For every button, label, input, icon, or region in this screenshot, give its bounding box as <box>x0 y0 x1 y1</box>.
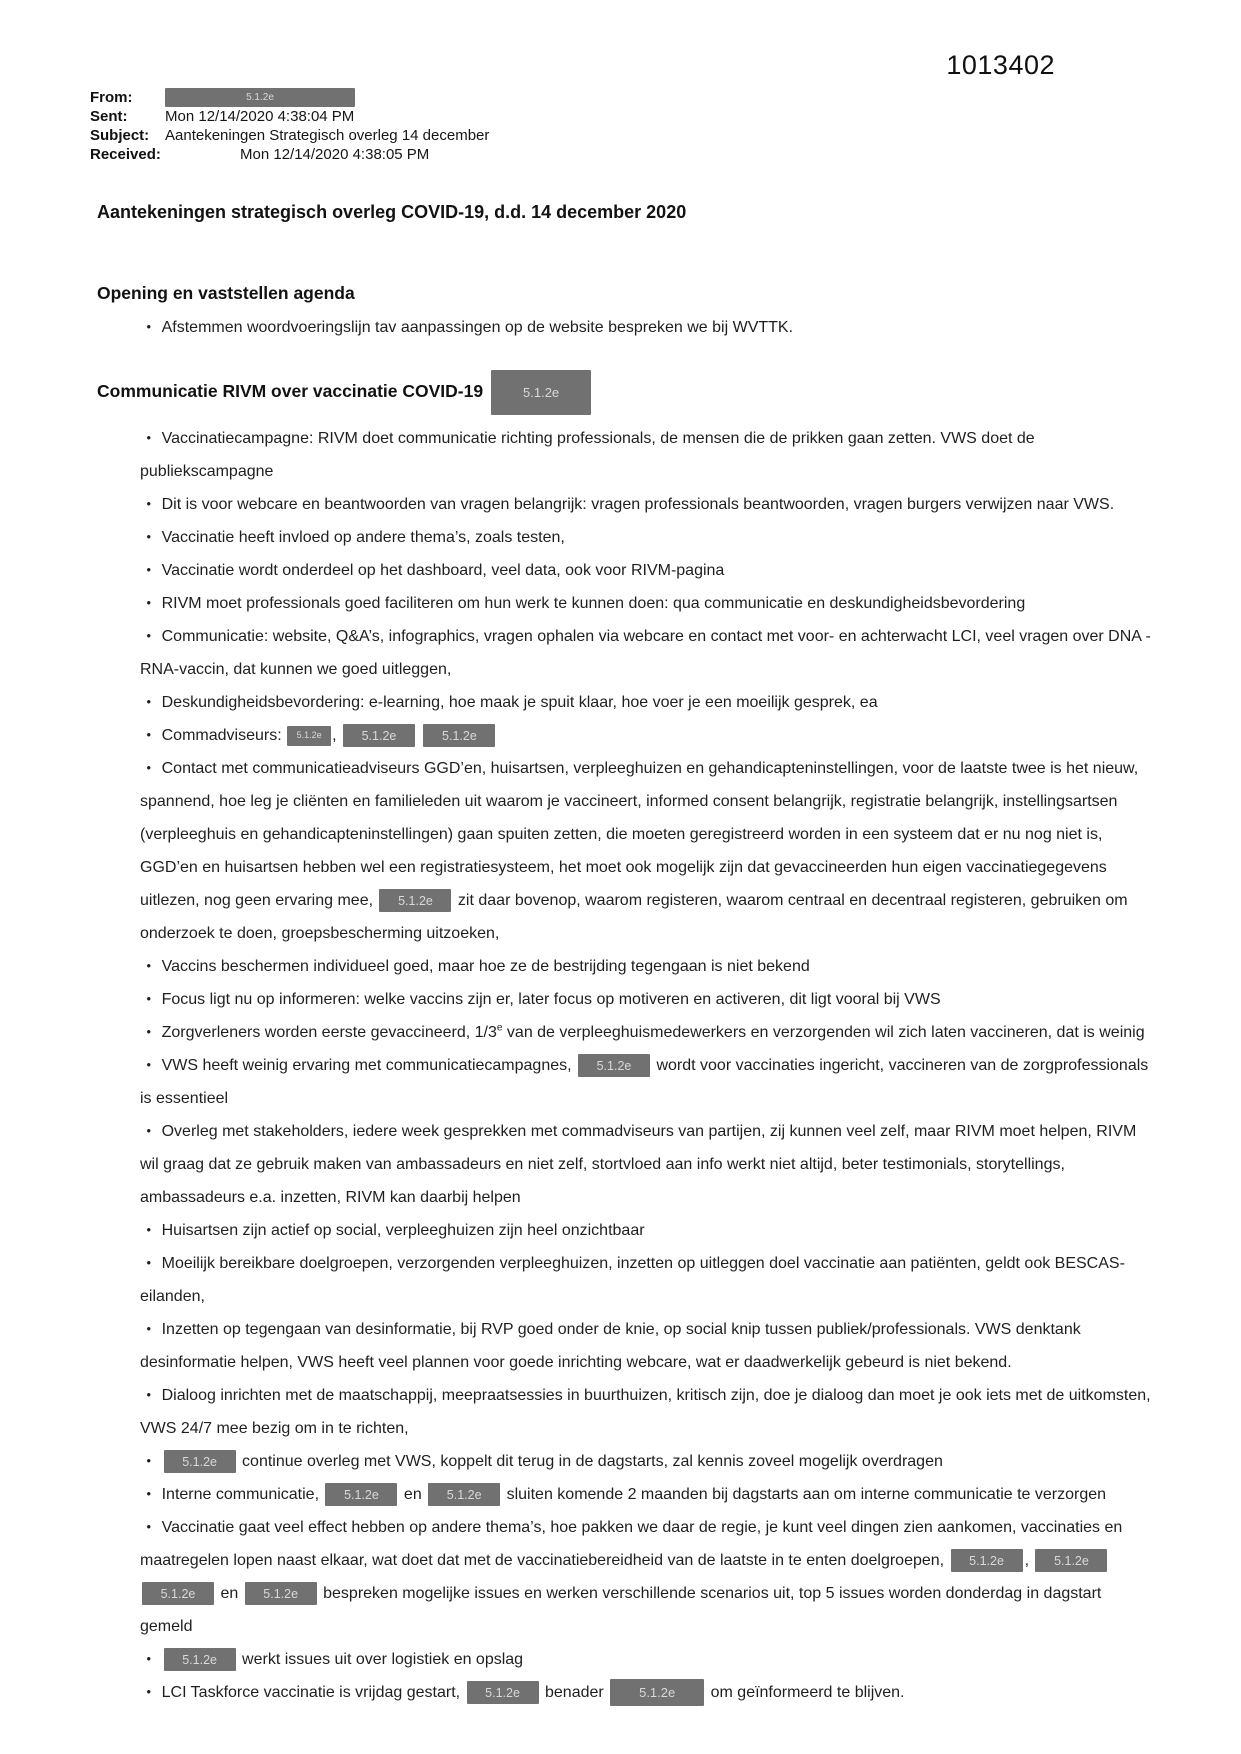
list-item: • Vaccins beschermen individueel goed, maar hoe ze de bestrijding tegengaan is niet bekend <box>140 950 1155 983</box>
list-item: • VWS heeft weinig ervaring met communicatiecampagnes, 5.1.2e wordt voor vaccinaties ingericht, vaccineren van de zorgprofessionals is essentieel <box>140 1049 1155 1115</box>
header-field <box>90 145 489 164</box>
bullet-icon: • <box>146 1487 152 1502</box>
bullet-icon: • <box>146 497 152 512</box>
bullet-icon: • <box>146 1520 152 1535</box>
list-item: • Vaccinatie gaat veel effect hebben op andere thema’s, hoe pakken we daar de regie, je kunt veel dingen zien aankomen, vaccinaties en maatregelen lopen naast elkaar, wat doet dat met de vaccinatiebereidheid van de laatste in te enten doelgroepen, 5.1.2e , 5.1.2e 5.1.2e en 5.1.2e bespreken mogelijke issues en werken verschillende scenarios uit, top 5 issues worden donderdag in dagstart gemeld <box>140 1511 1155 1643</box>
list-item: • Vaccinatiecampagne: RIVM doet communicatie richting professionals, de mensen die de prikken gaan zetten. VWS doet de publiekscampagne <box>140 422 1155 488</box>
list-item: • Dialoog inrichten met de maatschappij, meepraatsessies in buurthuizen, kritisch zijn, doe je dialoog dan moet je ook iets met de uitkomsten, VWS 24/7 mee bezig om in te richten, <box>140 1379 1155 1445</box>
bullet-icon: • <box>146 1223 152 1238</box>
document-title: Aantekeningen strategisch overleg COVID-19, d.d. 14 december 2020 <box>97 202 687 222</box>
bullet-icon: • <box>146 530 152 545</box>
document-number: 1013402 <box>946 50 1055 80</box>
bullet-icon: • <box>146 1025 152 1040</box>
list-item: • Interne communicatie, 5.1.2e en 5.1.2e sluiten komende 2 maanden bij dagstarts aan om interne communicatie te verzorgen <box>140 1478 1155 1511</box>
redaction-box: 5.1.2e <box>245 1582 317 1605</box>
header-field-label: Sent: <box>90 108 128 125</box>
redaction-box: 5.1.2e <box>165 88 355 107</box>
header-field <box>90 107 489 126</box>
redaction-box: 5.1.2e <box>1035 1549 1107 1572</box>
list-item: • Contact met communicatieadviseurs GGD’en, huisartsen, verpleeghuizen en gehandicapteninstellingen, voor de laatste twee is het nieuw, spannend, hoe leg je cliënten en familieleden uit waarom je vaccineert, informed consent belangrijk, registratie belangrijk, instellingsartsen (verpleeghuis en gehandicapteninstellingen) gaan spuiten zetten, die moeten geregistreerd worden in een systeem dat er nu nog niet is, GGD’en en huisartsen hebben wel een registratiesysteem, het moet ook mogelijk zijn dat gevaccineerden hun eigen vaccinatiegegevens uitlezen, nog geen ervaring mee, 5.1.2e zit daar bovenop, waarom registeren, waarom centraal en decentraal registeren, gebruiken om onderzoek te doen, groepsbescherming uitzoeken, <box>140 752 1155 950</box>
bullet-icon: • <box>146 761 152 776</box>
list-item: • 5.1.2e continue overleg met VWS, koppelt dit terug in de dagstarts, zal kennis zoveel mogelijk overdragen <box>140 1445 1155 1478</box>
bullet-icon: • <box>146 992 152 1007</box>
header-field-value: Aantekeningen Strategisch overleg 14 december <box>165 127 490 144</box>
list-item: • RIVM moet professionals goed faciliteren om hun werk te kunnen doen: qua communicatie en deskundigheidsbevordering <box>140 587 1155 620</box>
redaction-box: 5.1.2e <box>287 726 331 746</box>
redaction-box: 5.1.2e <box>610 1679 704 1706</box>
header-field-label: Subject: <box>90 127 150 144</box>
bullet-icon: • <box>146 728 152 743</box>
bullet-icon: • <box>146 1652 152 1667</box>
list-item: • Focus ligt nu op informeren: welke vaccins zijn er, later focus op motiveren en activeren, dit ligt vooral bij VWS <box>140 983 1155 1016</box>
redaction-box: 5.1.2e <box>379 889 451 912</box>
list-item: • 5.1.2e werkt issues uit over logistiek en opslag <box>140 1643 1155 1676</box>
bullet-icon: • <box>146 1256 152 1271</box>
header-field <box>90 88 489 107</box>
list-item: • Inzetten op tegengaan van desinformatie, bij RVP goed onder de knie, op social knip tussen publiek/professionals. VWS denktank desinformatie helpen, VWS heeft veel plannen voor goede inrichting webcare, wat er daadwerkelijk gebeurd is niet bekend. <box>140 1313 1155 1379</box>
bullet-list <box>90 311 1155 344</box>
bullet-icon: • <box>146 1322 152 1337</box>
redaction-box: 5.1.2e <box>423 724 495 747</box>
bullet-icon: • <box>146 695 152 710</box>
bullet-icon: • <box>146 1124 152 1139</box>
list-item: • Vaccinatie heeft invloed op andere thema’s, zoals testen, <box>140 521 1155 554</box>
bullet-icon: • <box>146 629 152 644</box>
list-item: • Communicatie: website, Q&A’s, infographics, vragen ophalen via webcare en contact met voor- en achterwacht LCI, veel vragen over DNA - RNA-vaccin, dat kunnen we goed uitleggen, <box>140 620 1155 686</box>
email-header <box>90 88 489 164</box>
redaction-box: 5.1.2e <box>467 1681 539 1704</box>
redaction-box: 5.1.2e <box>428 1483 500 1506</box>
superscript: e <box>496 1022 503 1034</box>
redaction-box: 5.1.2e <box>325 1483 397 1506</box>
header-field <box>90 126 489 145</box>
list-item: • Overleg met stakeholders, iedere week gesprekken met commadviseurs van partijen, zij kunnen veel zelf, maar RIVM moet helpen, RIVM wil graag dat ze gebruik maken van ambassadeurs en niet zelf, stortvloed aan info werkt niet altijd, beter testimonials, storytellings, ambassadeurs e.a. inzetten, RIVM kan daarbij helpen <box>140 1115 1155 1214</box>
list-item: • Afstemmen woordvoeringslijn tav aanpassingen op de website bespreken we bij WVTTK. <box>140 311 1155 344</box>
bullet-icon: • <box>146 563 152 578</box>
redaction-box: 5.1.2e <box>578 1054 650 1077</box>
list-item: • Commadviseurs: 5.1.2e , 5.1.2e 5.1.2e <box>140 719 1155 752</box>
section-heading: Communicatie RIVM over vaccinatie COVID-19 5.1.2e <box>90 370 1155 415</box>
header-field-value: Mon 12/14/2020 4:38:04 PM <box>165 108 355 125</box>
redaction-box: 5.1.2e <box>343 724 415 747</box>
redaction-box: 5.1.2e <box>491 370 591 415</box>
redaction-box: 5.1.2e <box>164 1450 236 1473</box>
bullet-icon: • <box>146 431 152 446</box>
header-field-value: Mon 12/14/2020 4:38:05 PM <box>240 146 430 163</box>
bullet-list <box>90 422 1155 1709</box>
bullet-icon: • <box>146 1388 152 1403</box>
list-item: • Dit is voor webcare en beantwoorden van vragen belangrijk: vragen professionals beantwoorden, vragen burgers verwijzen naar VWS. <box>140 488 1155 521</box>
redaction-box: 5.1.2e <box>142 1582 214 1605</box>
redaction-box: 5.1.2e <box>164 1648 236 1671</box>
bullet-icon: • <box>146 1685 152 1700</box>
bullet-icon: • <box>146 596 152 611</box>
header-field-label: From: <box>90 89 133 106</box>
list-item: • Deskundigheidsbevordering: e-learning, hoe maak je spuit klaar, hoe voer je een moeilijk gesprek, ea <box>140 686 1155 719</box>
bullet-icon: • <box>146 1058 152 1073</box>
redaction-box: 5.1.2e <box>951 1549 1023 1572</box>
bullet-icon: • <box>146 1454 152 1469</box>
list-item: • LCI Taskforce vaccinatie is vrijdag gestart, 5.1.2e benader 5.1.2e om geïnformeerd te blijven. <box>140 1676 1155 1709</box>
section-heading: Opening en vaststellen agenda <box>97 283 355 303</box>
document-body <box>90 200 1155 1709</box>
list-item: • Huisartsen zijn actief op social, verpleeghuizen zijn heel onzichtbaar <box>140 1214 1155 1247</box>
document-sections <box>90 282 1155 1709</box>
list-item: • Moeilijk bereikbare doelgroepen, verzorgenden verpleeghuizen, inzetten op uitleggen doel vaccinatie aan patiënten, geldt ook BESCAS-eilanden, <box>140 1247 1155 1313</box>
bullet-icon: • <box>146 959 152 974</box>
bullet-icon: • <box>146 320 152 335</box>
list-item: • Zorgverleners worden eerste gevaccineerd, 1/3e van de verpleeghuismedewerkers en verzorgenden wil zich laten vaccineren, dat is weinig <box>140 1016 1155 1049</box>
list-item: • Vaccinatie wordt onderdeel op het dashboard, veel data, ook voor RIVM-pagina <box>140 554 1155 587</box>
header-field-label: Received: <box>90 146 161 163</box>
